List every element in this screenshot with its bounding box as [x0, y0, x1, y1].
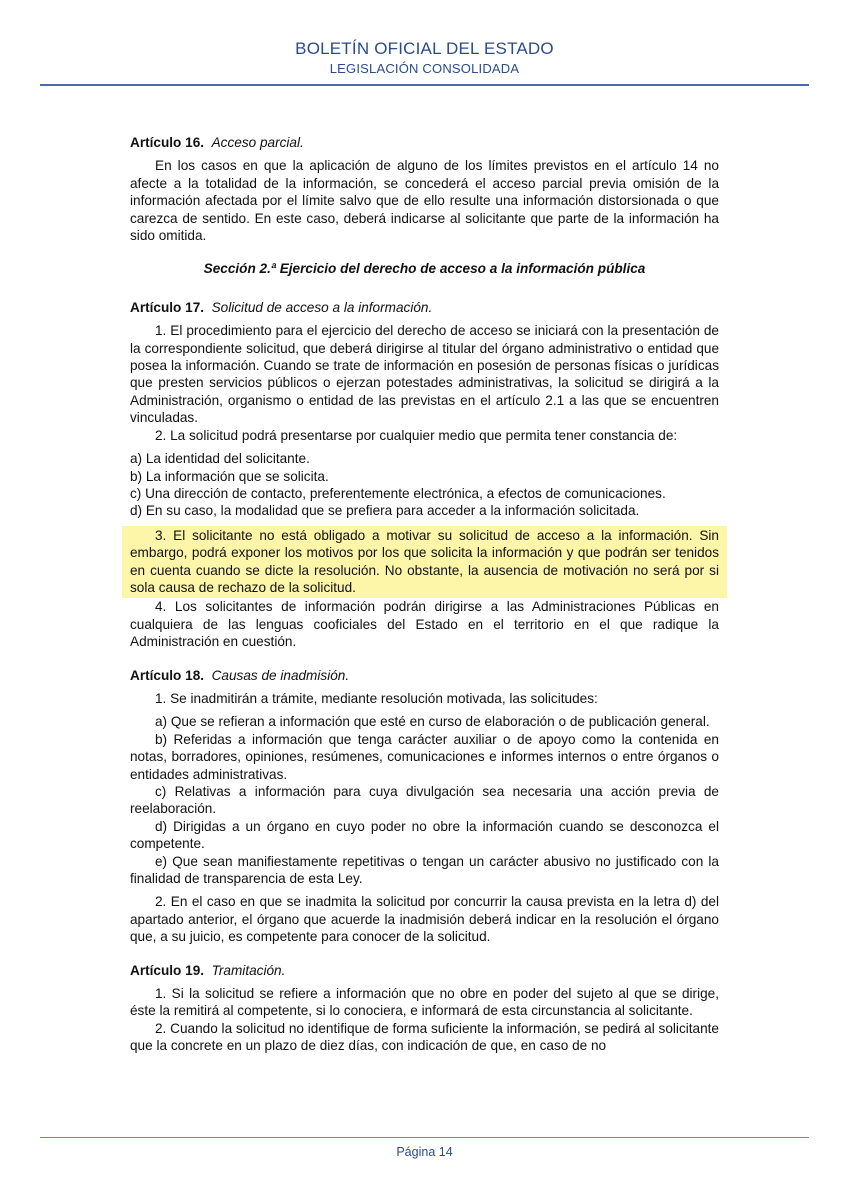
paragraph: En los casos en que la aplicación de alguno de los límites previstos en el artículo 14 no afecte a la totalidad de la información, se concederá el acceso parcial previa omisión de la información afectada por el límite salvo que de ello resulte una información distorsionada o que carezca de sentido. En este caso, deberá indicarse al solicitante que parte de la información ha sido omitida. [130, 158, 719, 244]
article-number: Artículo 19. [130, 962, 205, 978]
list-item: b) La información que se solicita. [130, 468, 329, 484]
list-item: b) Referidas a información que tenga carácter auxiliar o de apoyo como la contenida en notas, borradores, opiniones, resúmenes, comunicaciones e informes internos o entre órganos o entidades administrativas. [130, 731, 719, 782]
article-number: Artículo 18. [130, 667, 205, 683]
list-item: d) En su caso, la modalidad que se prefiera para acceder a la información solicitada. [130, 503, 640, 519]
list-item: d) Dirigidas a un órgano en cuyo poder no obre la información cuando se desconozca el competente. [130, 818, 719, 852]
section-heading: Sección 2.ª Ejercicio del derecho de acceso a la información pública [203, 261, 646, 277]
header-title: BOLETÍN OFICIAL DEL ESTADO [295, 39, 554, 58]
document-body [130, 134, 719, 1055]
paragraph: 2. Cuando la solicitud no identifique de forma suficiente la información, se pedirá al solicitante que la concrete en un plazo de diez días, con indicación de que, en caso de no [130, 1020, 719, 1054]
article-17-heading [130, 299, 719, 316]
list-item: a) Que se refieran a información que esté en curso de elaboración o de publicación general. [155, 714, 710, 730]
footer-divider [40, 1137, 809, 1138]
paragraph: 1. El procedimiento para el ejercicio del derecho de acceso se iniciará con la presentación de la correspondiente solicitud, que deberá dirigirse al titular del órgano administrativo o entidad que posea la información. Cuando se trate de información en posesión de personas físicas o jurídicas que presten servicios públicos o ejerzan potestades administrativas, la solicitud se dirigirá a la Administración, organismo o entidad de las previstas en el artículo 2.1 a las que se encuentren vinculadas. [130, 323, 719, 426]
paragraph: 1. Si la solicitud se refiere a información que no obre en poder del sujeto al que se dirige, éste la remitirá al competente, si lo conociera, e informará de esta circunstancia al solicitante. [130, 986, 719, 1019]
list-item: e) Que sean manifiestamente repetitivas o tengan un carácter abusivo no justificado con la finalidad de transparencia de esta Ley. [130, 853, 719, 887]
list-item: c) Relativas a información para cuya divulgación sea necesaria una acción previa de reelaboración. [130, 784, 719, 817]
document-header [40, 38, 809, 78]
paragraph: 2. La solicitud podrá presentarse por cualquier medio que permita tener constancia de: [155, 427, 678, 443]
article-19-heading [130, 962, 719, 979]
article-name: Acceso parcial. [211, 135, 304, 150]
paragraph: 1. Se inadmitirán a trámite, mediante resolución motivada, las solicitudes: [155, 690, 598, 706]
header-divider [40, 84, 809, 86]
article-number: Artículo 16. [130, 135, 205, 150]
list-item: c) Una dirección de contacto, preferentemente electrónica, a efectos de comunicaciones. [130, 485, 666, 501]
article-name: Causas de inadmisión. [211, 667, 350, 683]
article-16-heading [130, 134, 719, 151]
page-number: Página 14 [396, 1145, 453, 1159]
article-18-heading [130, 667, 719, 684]
header-subtitle: LEGISLACIÓN CONSOLIDADA [329, 61, 520, 76]
paragraph: 2. En el caso en que se inadmita la solicitud por concurrir la causa prevista en la letra d) del apartado anterior, el órgano que acuerde la inadmisión deberá indicar en la resolución el órgano que, a su juicio, es competente para conocer de la solicitud. [130, 894, 719, 945]
highlighted-paragraph: 3. El solicitante no está obligado a motivar su solicitud de acceso a la información. Sin embargo, podrá exponer los motivos por los que solicita la información y que podrán ser tenidos en cuenta cuando se dicte la resolución. No obstante, la ausencia de motivación no será por si sola causa de rechazo de la solicitud. [122, 526, 727, 599]
article-number: Artículo 17. [130, 299, 205, 315]
list-item: a) La identidad del solicitante. [130, 451, 310, 467]
article-name: Solicitud de acceso a la información. [211, 299, 433, 315]
article-name: Tramitación. [211, 962, 286, 978]
paragraph: 4. Los solicitantes de información podrán dirigirse a las Administraciones Públicas en cualquiera de las lenguas cooficiales del Estado en el territorio en el que radique la Administración en cuestión. [130, 599, 719, 650]
